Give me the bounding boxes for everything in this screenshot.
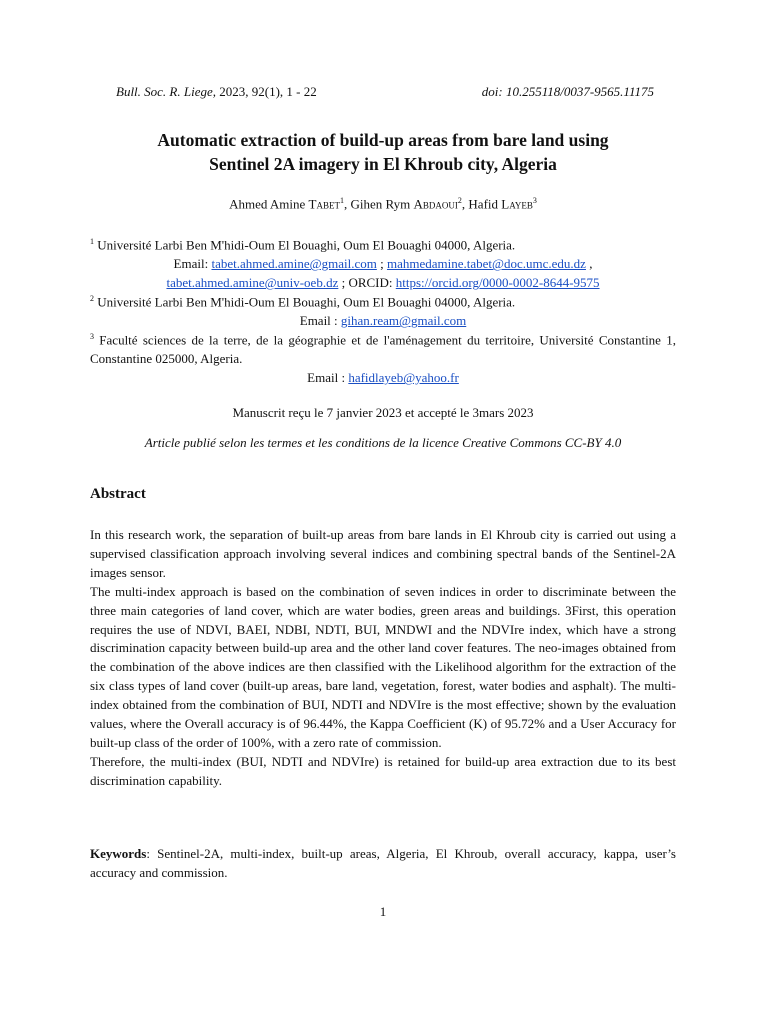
- email-separator: ;: [376, 256, 387, 272]
- email-link[interactable]: mahmedamine.tabet@doc.umc.edu.dz: [386, 256, 586, 272]
- email-label: Email:: [173, 256, 212, 272]
- keywords-text: : Sentinel-2A, multi-index, built-up areas, Algeria, El Khroub, overall accuracy, kappa, user’s accuracy and commission.: [90, 846, 676, 880]
- orcid-label: ; ORCID:: [338, 275, 396, 291]
- author-1-family: Tabet: [308, 196, 340, 212]
- journal-volume: 2023, 92(1), 1 - 22: [216, 84, 317, 99]
- paper-title: [90, 128, 676, 176]
- keywords: [90, 845, 676, 883]
- abstract-heading: Abstract: [90, 486, 146, 502]
- orcid-link[interactable]: https://orcid.org/0000-0002-8644-9575: [395, 275, 600, 291]
- affiliation-2-address: Université Larbi Ben M'hidi-Oum El Bouaghi, Oum El Bouaghi 04000, Algeria.: [94, 294, 516, 310]
- abstract-body: [90, 526, 676, 791]
- manuscript-dates: Manuscrit reçu le 7 janvier 2023 et accepté le 3mars 2023: [232, 405, 534, 420]
- affiliation-2-text: [90, 289, 676, 311]
- affiliation-2: [90, 289, 676, 330]
- author-list: [90, 196, 676, 212]
- email-link[interactable]: tabet.ahmed.amine@gmail.com: [211, 256, 377, 272]
- author-3-family: Layeb: [501, 196, 533, 212]
- email-link[interactable]: tabet.ahmed.amine@univ-oeb.dz: [166, 275, 339, 291]
- affiliation-1-text: [90, 232, 676, 254]
- title-line-1: Automatic extraction of build-up areas from bare land using: [157, 130, 609, 150]
- license-note: Article publié selon les termes et les conditions de la licence Creative Commons CC-BY 4.0: [144, 435, 622, 450]
- title-line-2: Sentinel 2A imagery in El Khroub city, Algeria: [209, 154, 557, 174]
- affiliation-1-sup: 1: [90, 237, 94, 246]
- email-label: Email :: [299, 313, 341, 329]
- email-link[interactable]: hafidlayeb@yahoo.fr: [348, 370, 459, 386]
- running-header: [116, 84, 654, 100]
- affiliation-3-address: Faculté sciences de la terre, de la géographie et de l'aménagement du territoire, Université Constantine 1, Constantine 025000, Algeria.: [90, 332, 676, 367]
- email-label: Email :: [307, 370, 349, 386]
- journal-citation: [116, 84, 317, 100]
- author-1-given: Ahmed Amine: [229, 196, 309, 212]
- affiliation-1-address: Université Larbi Ben M'hidi-Oum El Bouaghi, Oum El Bouaghi 04000, Algeria.: [94, 237, 516, 253]
- affiliation-1: [90, 232, 676, 292]
- email-separator: ,: [585, 256, 593, 272]
- doi: doi: 10.255118/0037-9565.11175: [481, 84, 654, 99]
- abstract-paragraph: In this research work, the separation of built-up areas from bare lands in El Khroub city is carried out using a supervised classification approach involving several indices and combining spectral bands of the Sentinel-2A images sensor.: [90, 527, 676, 580]
- affiliation-1-emails: [90, 254, 676, 273]
- author-1-sup: 1: [339, 196, 344, 205]
- abstract-paragraph: Therefore, the multi-index (BUI, NDTI and NDVIre) is retained for build-up area extraction due to its best discrimination capability.: [90, 753, 676, 788]
- author-2-given: , Gihen Rym: [343, 196, 414, 212]
- affiliation-3-text: [90, 327, 676, 368]
- affiliation-3: [90, 327, 676, 387]
- author-3-given: , Hafid: [461, 196, 502, 212]
- email-link[interactable]: gihan.ream@gmail.com: [340, 313, 467, 329]
- author-2-family: Abdaoui: [413, 196, 458, 212]
- page-number: 1: [379, 904, 387, 919]
- author-3-sup: 3: [532, 196, 537, 205]
- affiliation-3-sup: 3: [90, 332, 94, 341]
- abstract-paragraph: The multi-index approach is based on the combination of seven indices in order to discriminate between the three main categories of land cover, which are water bodies, green areas and buildings. 3First, this operation requires the use of NDVI, BAEI, NDBI, NDTI, BUI, MNDWI and the NDVIre index, which have a strong discrimination capacity between build-up area and the other land cover features. The neo-images obtained from the combination of the above indices are then classified with the Likelihood algorithm for the extraction of the six class types of land cover (built-up areas, bare land, vegetation, forest, water bodies and asphalt). The multi-index obtained from the combination of BUI, NDTI and NDVIre is the most effective; shown by the evaluation values, where the Overall accuracy is of 96.44%, the Kappa Coefficient (K) of 95.72% and a User Accuracy for built-up class of the order of 100%, with a zero rate of commission.: [90, 583, 676, 750]
- author-2-sup: 2: [457, 196, 462, 205]
- journal-name: Bull. Soc. R. Liege,: [116, 84, 217, 99]
- keywords-label: Keywords: [90, 846, 147, 861]
- affiliation-3-email-line: [90, 368, 676, 387]
- affiliation-2-sup: 2: [90, 294, 94, 303]
